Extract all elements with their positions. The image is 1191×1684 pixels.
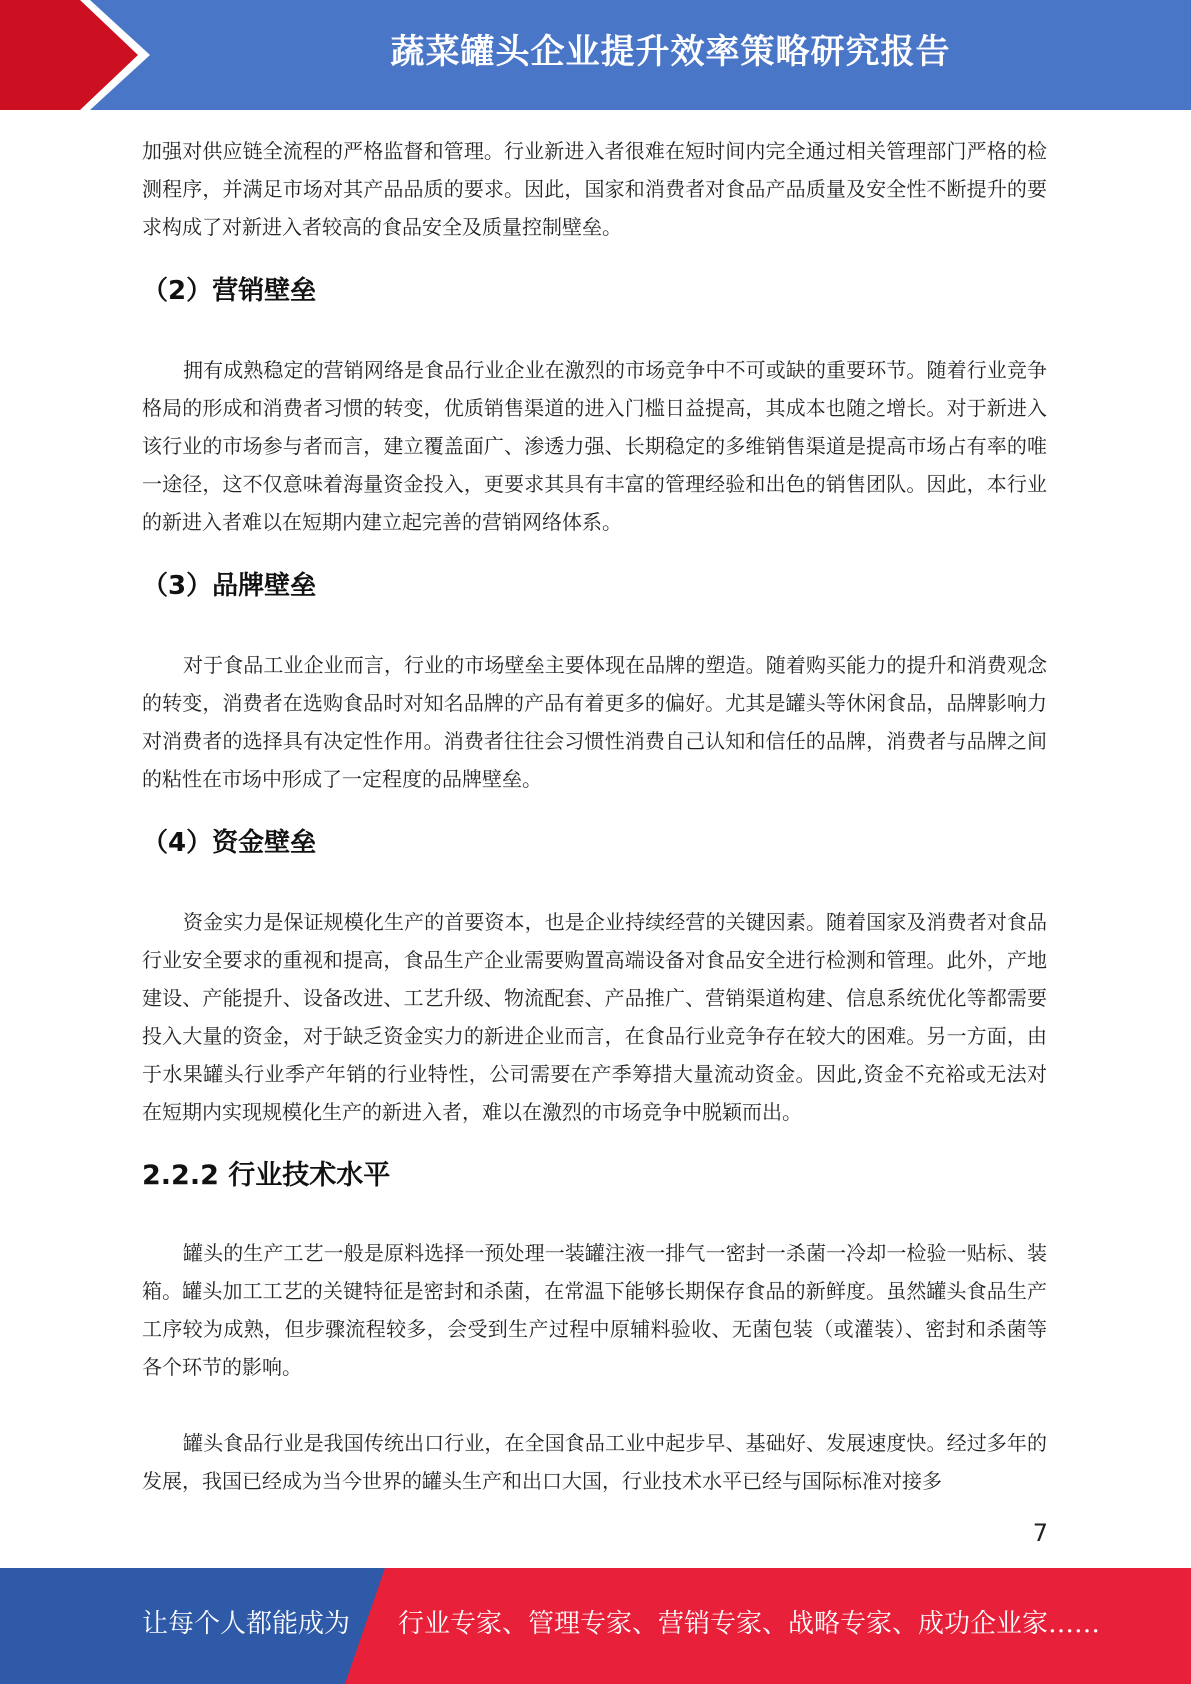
footer-banner: [0, 1568, 1191, 1684]
intro-paragraph: 加强对供应链全流程的严格监督和管理。行业新进入者很难在短时间内完全通过相关管理部门严格的检测程序，并满足市场对其产品品质的要求。因此，国家和消费者对食品产品质量及安全性不断提升的要求构成了对新进入者较高的食品安全及质量控制壁垒。: [142, 139, 1047, 239]
paragraph-marketing-barrier: 拥有成熟稳定的营销网络是食品行业企业在激烈的市场竞争中不可或缺的重要环节。随着行业竞争格局的形成和消费者习惯的转变，优质销售渠道的进入门槛日益提高，其成本也随之增长。对于新进入该行业的市场参与者而言，建立覆盖面广、渗透力强、长期稳定的多维销售渠道是提高市场占有率的唯一途径，这不仅意味着海量资金投入，更要求其具有丰富的管理经验和出色的销售团队。因此，本行业的新进入者难以在短期内建立起完善的营销网络体系。: [142, 358, 1047, 534]
header-banner: [0, 0, 1191, 110]
heading-capital-barrier: （4）资金壁垒: [142, 828, 317, 858]
page-content: [142, 132, 1047, 1500]
report-title: 蔬菜罐头企业提升效率策略研究报告: [390, 32, 951, 72]
section-heading-2-2-2: 2.2.2 行业技术水平: [142, 1160, 391, 1191]
heading-marketing-barrier: （2）营销壁垒: [142, 276, 317, 306]
paragraph-tech-level-1: 罐头的生产工艺一般是原料选择一预处理一装罐注液一排气一密封一杀菌一冷却一检验一贴标、装箱。罐头加工工艺的关键特征是密封和杀菌，在常温下能够长期保存食品的新鲜度。虽然罐头食品生产工序较为成熟，但步骤流程较多，会受到生产过程中原辅料验收、无菌包装（或灌装）、密封和杀菌等各个环节的影响。: [142, 1241, 1047, 1379]
paragraph-capital-barrier: 资金实力是保证规模化生产的首要资本，也是企业持续经营的关键因素。随着国家及消费者对食品行业安全要求的重视和提高，食品生产企业需要购置高端设备对食品安全进行检测和管理。此外，产地建设、产能提升、设备改进、工艺升级、物流配套、产品推广、营销渠道构建、信息系统优化等都需要投入大量的资金，对于缺乏资金实力的新进企业而言，在食品行业竞争存在较大的困难。另一方面，由于水果罐头行业季产年销的行业特性，公司需要在产季筹措大量流动资金。因此,资金不充裕或无法对在短期内实现规模化生产的新进入者，难以在激烈的市场竞争中脱颖而出。: [142, 910, 1047, 1124]
footer-slogan-left: 让每个人都能成为: [142, 1609, 351, 1639]
heading-brand-barrier: （3）品牌壁垒: [142, 571, 317, 601]
page-number: 7: [1032, 1519, 1048, 1547]
paragraph-tech-level-2: 罐头食品行业是我国传统出口行业，在全国食品工业中起步早、基础好、发展速度快。经过多年的发展，我国已经成为当今世界的罐头生产和出口大国，行业技术水平已经与国际标准对接多: [142, 1431, 1047, 1493]
paragraph-brand-barrier: 对于食品工业企业而言，行业的市场壁垒主要体现在品牌的塑造。随着购买能力的提升和消费观念的转变，消费者在选购食品时对知名品牌的产品有着更多的偏好。尤其是罐头等休闲食品，品牌影响力对消费者的选择具有决定性作用。消费者往往会习惯性消费自己认知和信任的品牌，消费者与品牌之间的粘性在市场中形成了一定程度的品牌壁垒。: [142, 653, 1047, 791]
footer-slogan-right: 行业专家、管理专家、营销专家、战略专家、成功企业家……: [398, 1609, 1101, 1639]
